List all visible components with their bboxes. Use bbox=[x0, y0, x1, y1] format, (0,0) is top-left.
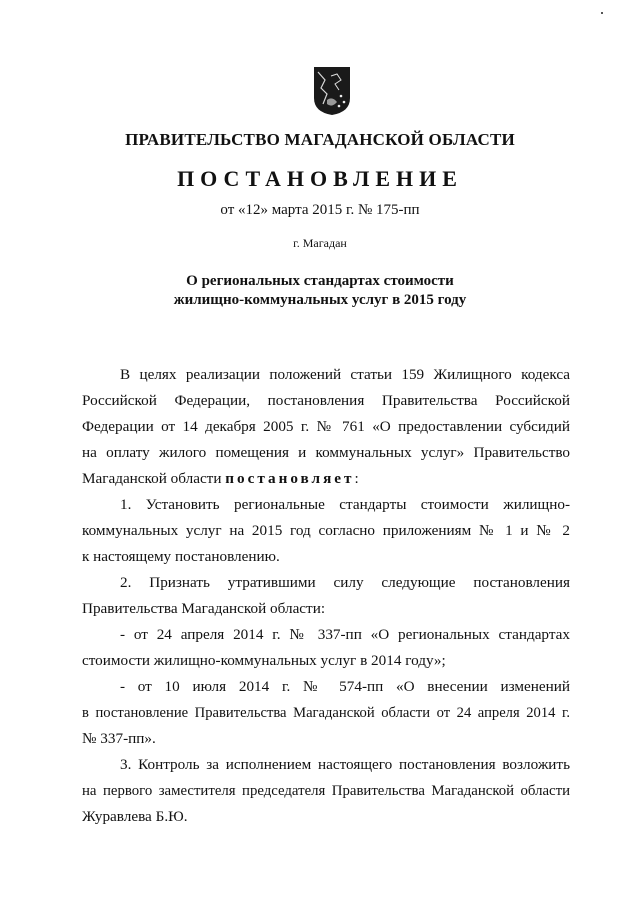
document-type: ПОСТАНОВЛЕНИЕ bbox=[177, 166, 463, 191]
body-line: к настоящему постановлению. bbox=[82, 548, 280, 565]
body-line: коммунальных услуг на 2015 год согласно приложениям № 1 и № 2 bbox=[82, 522, 570, 539]
body-line: в постановление Правительства Магаданской области от 24 апреля 2014 г. bbox=[82, 705, 570, 721]
body-line: Журавлева Б.Ю. bbox=[82, 808, 188, 825]
body-line-text: Магаданской области bbox=[82, 470, 226, 487]
body-line: Российской Федерации, постановления Правительства Российской bbox=[82, 392, 570, 409]
body-line: В целях реализации положений статьи 159 Жилищного кодекса bbox=[120, 366, 570, 383]
body-line: Федерации от 14 декабря 2005 г. № 761 «О предоставлении субсидий bbox=[82, 418, 570, 435]
coat-of-arms-icon bbox=[313, 66, 351, 116]
document-title-line: жилищно-коммунальных услуг в 2015 году bbox=[173, 292, 467, 308]
body-line: № 337-пп». bbox=[82, 730, 156, 747]
document-title bbox=[0, 272, 640, 310]
body-line: 3. Контроль за исполнением настоящего постановления возложить bbox=[120, 756, 570, 773]
document-title-line: О региональных стандартах стоимости bbox=[186, 273, 454, 289]
government-name: ПРАВИТЕЛЬСТВО МАГАДАНСКОЙ ОБЛАСТИ bbox=[125, 130, 515, 149]
body-line: 1. Установить региональные стандарты стоимости жилищно- bbox=[120, 496, 570, 513]
body-line: Правительства Магаданской области: bbox=[82, 600, 326, 617]
body-line bbox=[82, 469, 570, 489]
resolves-word: постановляет bbox=[225, 470, 355, 487]
scan-speck bbox=[601, 12, 603, 14]
body-line: - от 10 июля 2014 г. № 574-пп «О внесении изменений bbox=[120, 678, 570, 695]
body-line: на первого заместителя председателя Правительства Магаданской области bbox=[82, 783, 570, 799]
document-city: г. Магадан bbox=[293, 236, 347, 250]
body-line: на оплату жилого помещения и коммунальных услуг» Правительство bbox=[82, 444, 570, 461]
resolves-colon: : bbox=[354, 470, 359, 487]
body-line: - от 24 апреля 2014 г. № 337-пп «О региональных стандартах bbox=[120, 626, 570, 643]
document-date-number: от «12» марта 2015 г. № 175-пп bbox=[220, 202, 420, 218]
body-line: стоимости жилищно-коммунальных услуг в 2014 году»; bbox=[82, 652, 446, 669]
body-line: 2. Признать утратившими силу следующие постановления bbox=[120, 574, 570, 591]
